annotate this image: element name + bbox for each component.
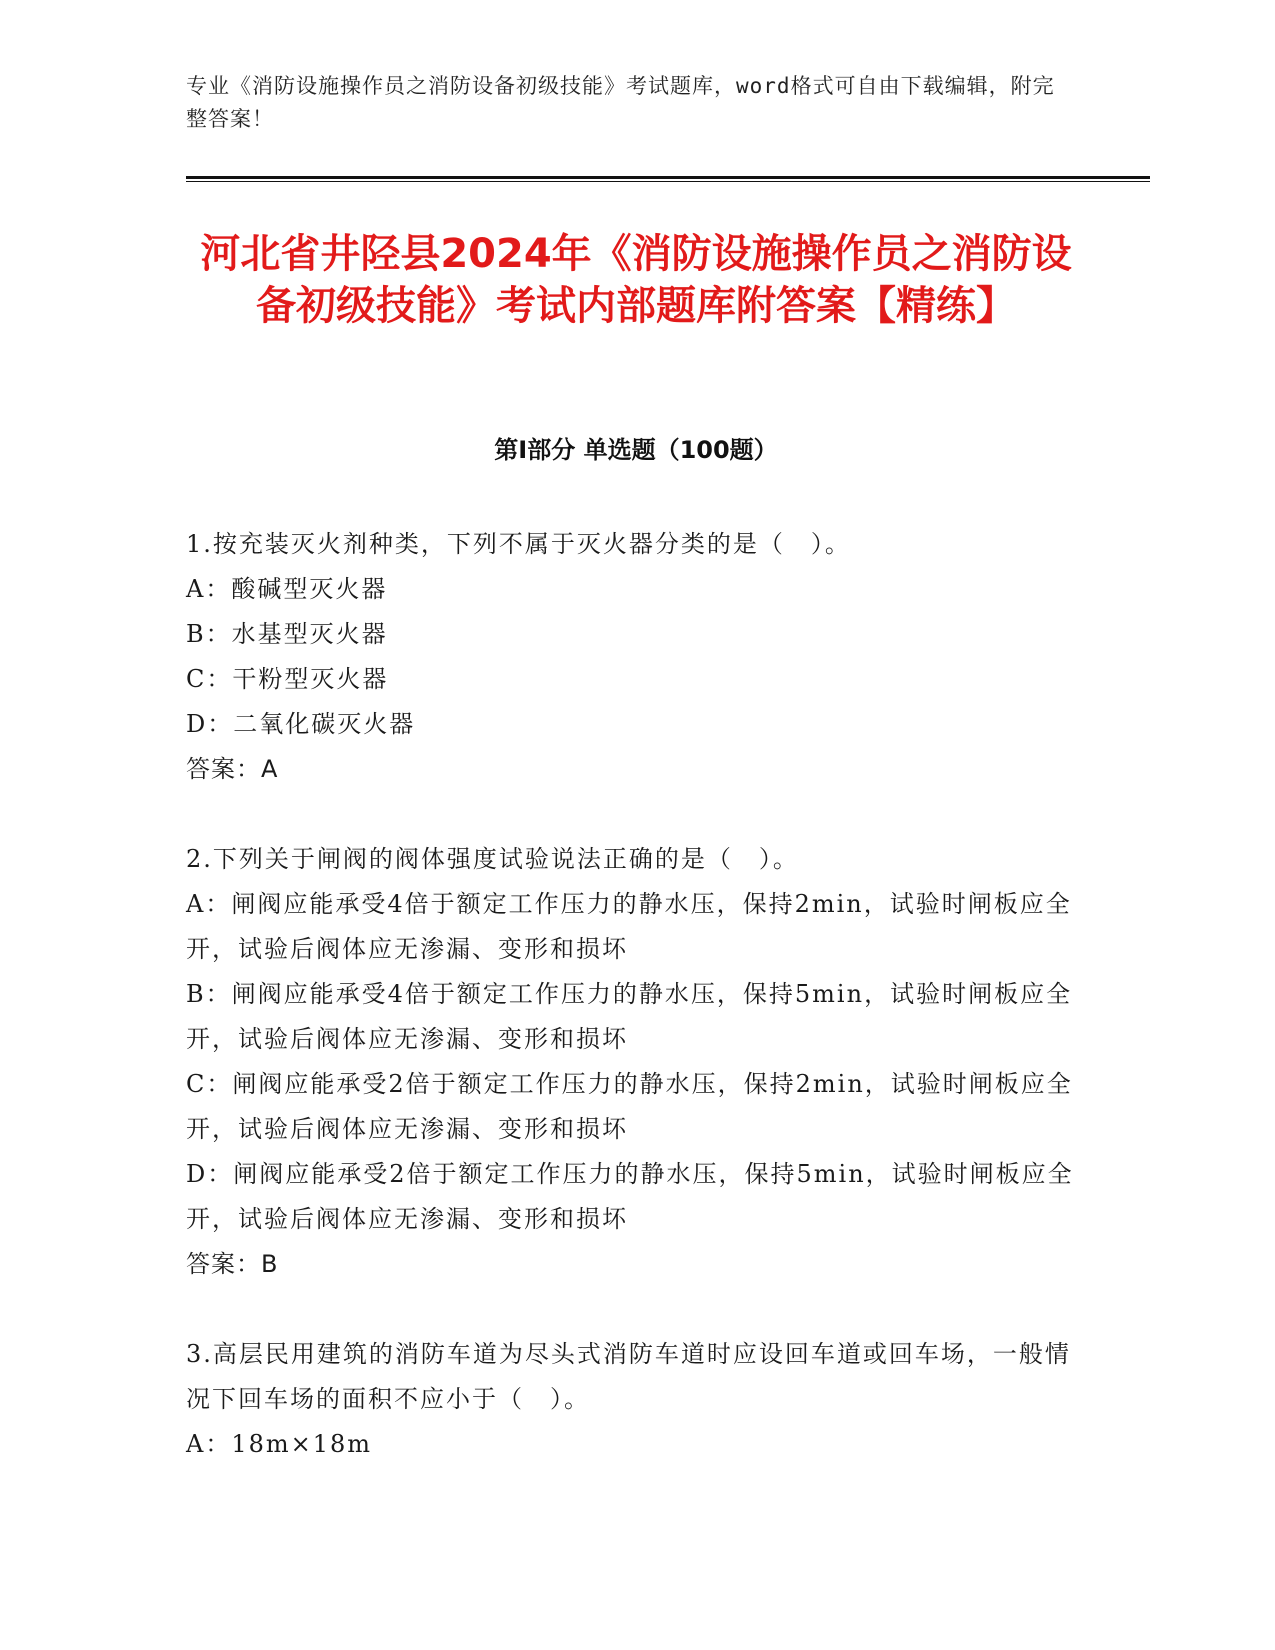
question-3 — [186, 1332, 1086, 1467]
option-a: A：18m×18m — [186, 1430, 373, 1458]
question-1 — [186, 522, 1086, 792]
option-c: C：闸阀应能承受2倍于额定工作压力的静水压，保持2min，试验时闸板应全开，试验后阀体应无渗漏、变形和损坏 — [186, 1070, 1073, 1143]
question-stem: 2.下列关于闸阀的阀体强度试验说法正确的是（ ）。 — [186, 845, 799, 873]
option-b: B：水基型灭火器 — [186, 620, 388, 648]
option-d: D：闸阀应能承受2倍于额定工作压力的静水压，保持5min，试验时闸板应全开，试验后阀体应无渗漏、变形和损坏 — [186, 1160, 1074, 1233]
option-b: B：闸阀应能承受4倍于额定工作压力的静水压，保持5min，试验时闸板应全开，试验后阀体应无渗漏、变形和损坏 — [186, 980, 1073, 1053]
header-note: 专业《消防设施操作员之消防设备初级技能》考试题库，word格式可自由下载编辑，附完整答案！ — [186, 74, 1055, 131]
header-rule-thin — [186, 181, 1150, 182]
question-stem: 1.按充装灭火剂种类，下列不属于灭火器分类的是（ ）。 — [186, 530, 851, 558]
option-c: C：干粉型灭火器 — [186, 665, 389, 693]
option-a: A：酸碱型灭火器 — [186, 575, 388, 603]
answer: 答案：B — [186, 1250, 279, 1278]
option-a: A：闸阀应能承受4倍于额定工作压力的静水压，保持2min，试验时闸板应全开，试验后阀体应无渗漏、变形和损坏 — [186, 890, 1072, 963]
page-title: 河北省井陉县2024年《消防设施操作员之消防设备初级技能》考试内部题库附答案【精练】 — [200, 231, 1072, 329]
answer: 答案：A — [186, 755, 279, 783]
question-2 — [186, 837, 1086, 1287]
question-stem: 3.高层民用建筑的消防车道为尽头式消防车道时应设回车道或回车场，一般情况下回车场的面积不应小于（ ）。 — [186, 1340, 1071, 1413]
option-d: D：二氧化碳灭火器 — [186, 710, 416, 738]
header-rule-thick — [186, 176, 1150, 179]
question-list — [186, 522, 1086, 1512]
section-title: 第I部分 单选题（100题） — [494, 436, 778, 464]
